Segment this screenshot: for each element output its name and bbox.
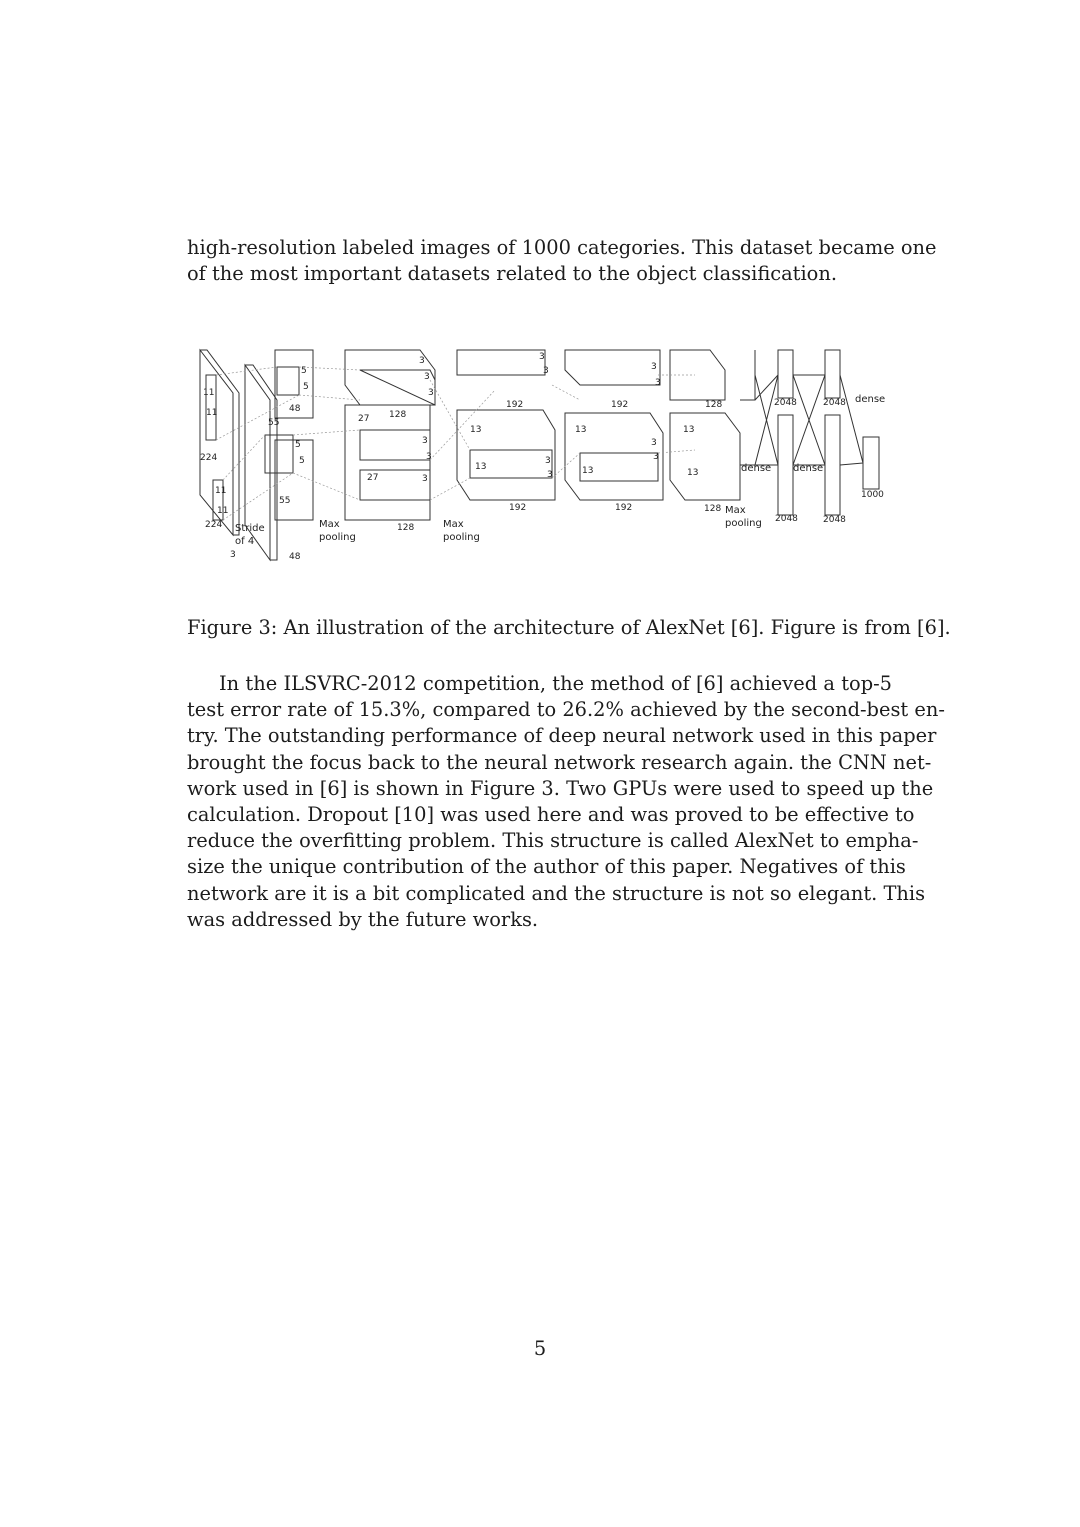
alexnet-architecture-figure [195, 345, 895, 570]
text-line: work used in [6] is shown in Figure 3. Two GPUs were used to speed up the [187, 776, 934, 800]
label-conv2-3f: 3 [422, 474, 428, 484]
text-line: of the most important datasets related to the object classification. [187, 262, 837, 286]
dense2-bottom [825, 415, 840, 515]
label-conv1-48-top: 48 [289, 404, 301, 414]
dense2-top [825, 350, 840, 398]
text-line: network are it is a bit complicated and the structure is not so elegant. This [187, 881, 926, 905]
label-dense-2048b: 2048 [823, 398, 846, 408]
label-maxpool1-pooling: pooling [319, 532, 356, 543]
alexnet-diagram [195, 345, 895, 570]
label-input-224b: 224 [205, 520, 223, 530]
text-line: try. The outstanding performance of deep neural network used in this paper [187, 724, 937, 748]
label-conv2-27a: 27 [358, 414, 370, 424]
label-maxpool1-max: Max [319, 519, 340, 530]
label-conv3-3c: 3 [545, 456, 551, 466]
label-conv3-13a: 13 [470, 425, 482, 435]
conv2-kernel-a [360, 430, 430, 460]
text-line: size the unique contribution of the author of this paper. Negatives of this [187, 855, 906, 879]
dense2-connections [793, 375, 825, 465]
label-stride: Stride [235, 523, 265, 534]
output-layer [863, 437, 879, 489]
label-conv3-192-top: 192 [506, 400, 524, 410]
text-line: was addressed by the future works. [187, 907, 539, 931]
text-line: reduce the overfitting problem. This structure is called AlexNet to empha- [187, 829, 919, 853]
label-conv3-3a: 3 [539, 352, 545, 362]
label-conv2-3e: 3 [426, 452, 432, 462]
label-conv4-13b: 13 [582, 466, 594, 476]
label-dense-a: dense [855, 394, 886, 405]
label-conv2-3d: 3 [422, 436, 428, 446]
label-conv5-128-bottom: 128 [704, 504, 722, 514]
label-conv3-192-bottom: 192 [509, 503, 527, 513]
label-conv2-3a: 3 [419, 356, 425, 366]
label-input-11a: 11 [203, 388, 215, 398]
label-conv4-3c: 3 [651, 438, 657, 448]
conv1-top-kernel [277, 367, 299, 395]
label-conv4-3d: 3 [653, 452, 659, 462]
label-conv2-27b: 27 [367, 473, 379, 483]
label-conv4-192-bottom: 192 [615, 503, 633, 513]
label-conv4-13a: 13 [575, 425, 587, 435]
label-conv1-5a: 5 [301, 366, 307, 376]
text-line: test error rate of 15.3%, compared to 26.2% achieved by the second-best en- [187, 698, 945, 722]
label-maxpool2-pooling: pooling [443, 532, 480, 543]
label-conv3-13b: 13 [475, 462, 487, 472]
conv4-top-block [565, 350, 660, 385]
label-conv1-55b: 55 [279, 496, 291, 506]
page-number: 5 [533, 1337, 547, 1360]
label-conv5-128-top: 128 [705, 400, 723, 410]
label-conv3-3b: 3 [543, 366, 549, 376]
label-conv1-5b: 5 [303, 382, 309, 392]
label-conv4-3b: 3 [655, 378, 661, 388]
label-maxpool3-max: Max [725, 505, 746, 516]
label-conv2-128-top: 128 [389, 410, 407, 420]
label-conv1-5c: 5 [295, 440, 301, 450]
label-conv1-55a: 55 [268, 418, 280, 428]
label-dense-2048c: 2048 [775, 514, 798, 524]
paragraph-intro [187, 235, 937, 287]
label-dense-2048a: 2048 [774, 398, 797, 408]
label-conv3-3d: 3 [547, 470, 553, 480]
text-line: In the ILSVRC-2012 competition, the method of [6] achieved a top-5 [219, 672, 892, 695]
label-conv5-13a: 13 [683, 425, 695, 435]
label-conv2-3b: 3 [424, 372, 430, 382]
text-line: calculation. Dropout [10] was used here and was proved to be effective to [187, 803, 915, 827]
label-conv1-48-bottom: 48 [289, 552, 301, 562]
label-input-11c: 11 [215, 486, 227, 496]
conv3-bottom-block [457, 410, 555, 500]
label-dense-c: dense [793, 463, 824, 474]
label-conv5-13b: 13 [687, 468, 699, 478]
label-maxpool3-pooling: pooling [725, 518, 762, 529]
label-conv4-192-top: 192 [611, 400, 629, 410]
label-output-1000: 1000 [861, 490, 884, 500]
label-dense-b: dense [741, 463, 772, 474]
label-input-3: 3 [230, 550, 236, 560]
text-line: brought the focus back to the neural network research again. the CNN net- [187, 750, 932, 774]
label-input-11b: 11 [206, 408, 218, 418]
output-connections [840, 375, 863, 465]
figure-caption: Figure 3: An illustration of the architecture of AlexNet [6]. Figure is from [6]. [187, 616, 951, 639]
label-input-11d: 11 [217, 506, 229, 516]
dense1-top [778, 350, 793, 398]
label-conv2-3c: 3 [428, 388, 434, 398]
label-conv1-5d: 5 [299, 456, 305, 466]
conv5-bottom-block [670, 413, 740, 500]
label-input-224a: 224 [200, 453, 218, 463]
label-dense-2048d: 2048 [823, 515, 846, 525]
paragraph-alexnet [187, 671, 945, 933]
dense1-connections [740, 350, 778, 465]
label-of-4: of 4 [235, 536, 255, 547]
label-conv2-128-bottom: 128 [397, 523, 415, 533]
label-maxpool2-max: Max [443, 519, 464, 530]
text-line: high-resolution labeled images of 1000 categories. This dataset became one [187, 236, 937, 259]
label-conv4-3a: 3 [651, 362, 657, 372]
conv1-bottom-kernel [265, 435, 293, 473]
dense1-bottom [778, 415, 793, 515]
conv1-bottom-block [275, 440, 313, 520]
conv3-top-block [457, 350, 545, 375]
